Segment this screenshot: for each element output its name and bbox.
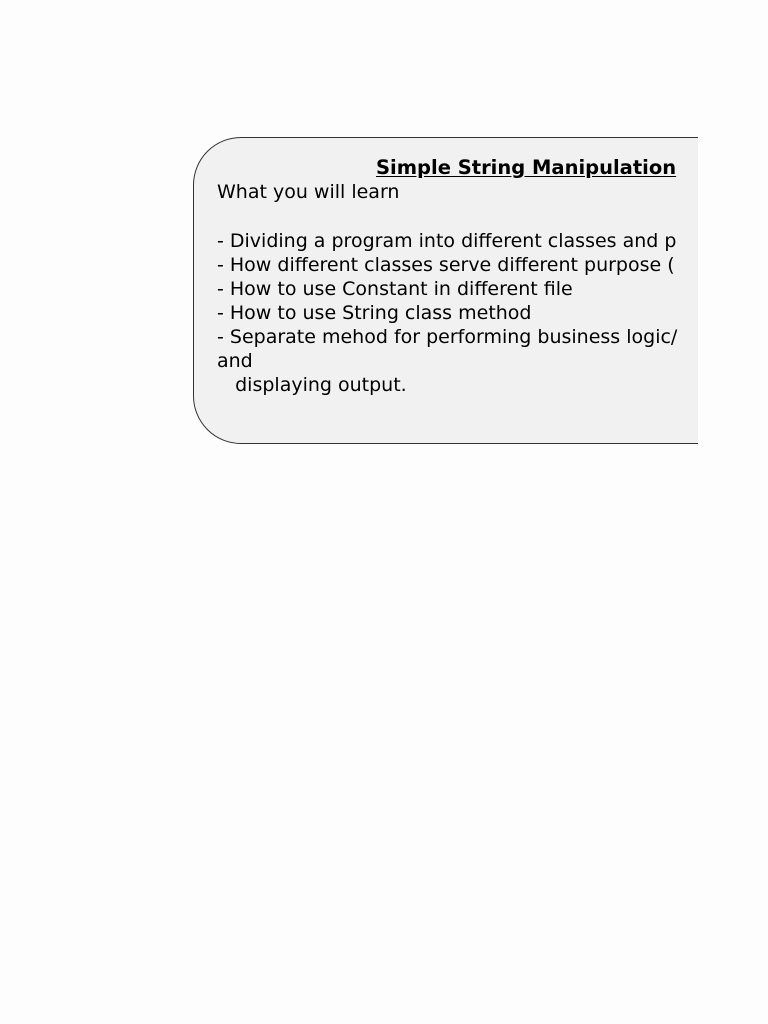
bullet-point: - How different classes serve different purpose ( — [217, 254, 675, 276]
subtitle-text: What you will learn — [217, 181, 400, 203]
slide-title: Simple String Manipulation — [376, 156, 677, 179]
bullet-point: - How to use String class method — [217, 302, 532, 324]
continuation-line: and — [217, 350, 253, 372]
bullet-point: - Dividing a program into different classes and p — [217, 230, 677, 252]
bullet-point: - Separate mehod for performing business logic/ — [217, 326, 678, 348]
continuation-line: displaying output. — [217, 374, 407, 396]
bullet-point: - How to use Constant in different file — [217, 278, 573, 300]
